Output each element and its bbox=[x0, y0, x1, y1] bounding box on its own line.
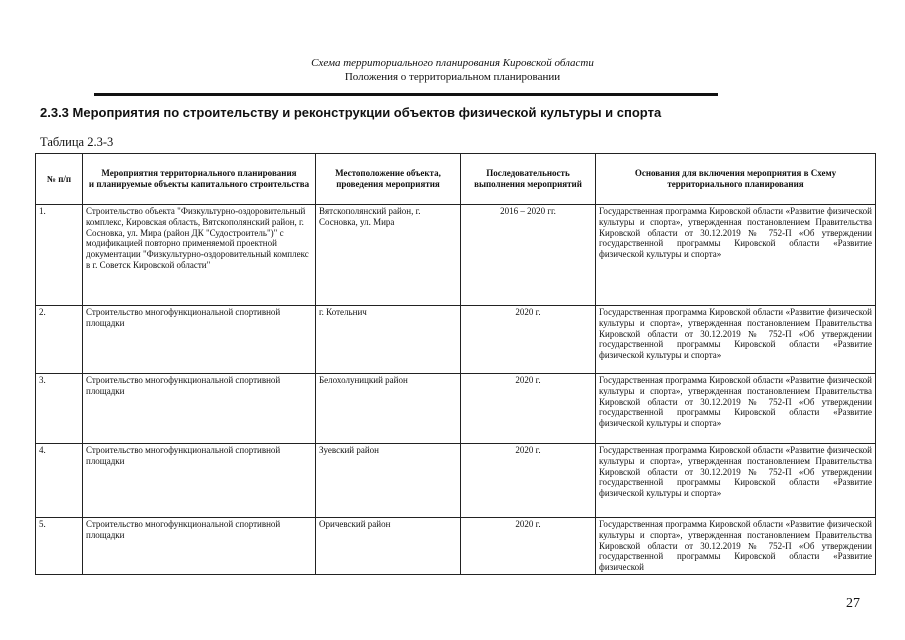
row-number: 3. bbox=[36, 374, 83, 444]
row-number: 2. bbox=[36, 306, 83, 374]
section-title: 2.3.3 Мероприятия по строительству и реконструкции объектов физической культуры и спорта bbox=[40, 105, 662, 120]
header-basis: Основания для включения мероприятия в Схему территориального планирования bbox=[596, 154, 876, 205]
row-sequence: 2020 г. bbox=[461, 306, 596, 374]
row-sequence: 2020 г. bbox=[461, 518, 596, 575]
row-number: 1. bbox=[36, 205, 83, 306]
row-location: Оричевский район bbox=[316, 518, 461, 575]
running-header bbox=[0, 56, 905, 84]
header-location: Местоположение объекта, проведения мероприятия bbox=[316, 154, 461, 205]
row-event: Строительство многофункциональной спортивной площадки bbox=[83, 444, 316, 518]
row-location: г. Котельнич bbox=[316, 306, 461, 374]
row-event: Строительство многофункциональной спортивной площадки bbox=[83, 374, 316, 444]
table-row bbox=[36, 306, 876, 374]
row-location: Вятскополянский район, г. Сосновка, ул. Мира bbox=[316, 205, 461, 306]
header-event: Мероприятия территориального планирования и планируемые объекты капитального строительства bbox=[83, 154, 316, 205]
row-basis: Государственная программа Кировской области «Развитие физической культуры и спорта», утвержденная постановлением Правительства Кировской области от 30.12.2019 № 752-П «Об утверждении государственной программы Кировской области «Развитие физической культуры и спорта» bbox=[596, 374, 876, 444]
row-basis: Государственная программа Кировской области «Развитие физической культуры и спорта», утвержденная постановлением Правительства Кировской области от 30.12.2019 № 752-П «Об утверждении государственной программы Кировской области «Развитие физической культуры и спорта» bbox=[596, 205, 876, 306]
events-table bbox=[35, 153, 876, 575]
table-header-row bbox=[36, 154, 876, 205]
running-header-subtitle: Положения о территориальном планировании bbox=[344, 71, 561, 83]
table-row bbox=[36, 518, 876, 575]
row-number: 5. bbox=[36, 518, 83, 575]
row-event: Строительство многофункциональной спортивной площадки bbox=[83, 306, 316, 374]
row-event: Строительство многофункциональной спортивной площадки bbox=[83, 518, 316, 575]
row-location: Белохолуницкий район bbox=[316, 374, 461, 444]
running-header-title: Схема территориального планирования Кировской области bbox=[311, 57, 594, 69]
header-rule bbox=[94, 93, 718, 96]
row-sequence: 2020 г. bbox=[461, 374, 596, 444]
header-sequence: Последовательность выполнения мероприятий bbox=[461, 154, 596, 205]
header-number: № п/п bbox=[36, 154, 83, 205]
row-basis: Государственная программа Кировской области «Развитие физической культуры и спорта», утвержденная постановлением Правительства Кировской области от 30.12.2019 № 752-П «Об утверждении государственной программы Кировской области «Развитие физической культуры и спорта» bbox=[596, 444, 876, 518]
row-basis: Государственная программа Кировской области «Развитие физической культуры и спорта», утвержденная постановлением Правительства Кировской области от 30.12.2019 № 752-П «Об утверждении государственной программы Кировской области «Развитие физической bbox=[596, 518, 876, 575]
row-basis: Государственная программа Кировской области «Развитие физической культуры и спорта», утвержденная постановлением Правительства Кировской области от 30.12.2019 № 752-П «Об утверждении государственной программы Кировской области «Развитие физической культуры и спорта» bbox=[596, 306, 876, 374]
row-sequence: 2020 г. bbox=[461, 444, 596, 518]
table-row bbox=[36, 444, 876, 518]
page-number: 27 bbox=[846, 596, 860, 611]
row-location: Зуевский район bbox=[316, 444, 461, 518]
table-row bbox=[36, 205, 876, 306]
row-sequence: 2016 – 2020 гг. bbox=[461, 205, 596, 306]
table-caption: Таблица 2.3-3 bbox=[40, 135, 114, 149]
row-event: Строительство объекта "Физкультурно-оздоровительный комплекс, Кировская область, Вятскополянский район, г. Сосновка, ул. Мира (район ДК "Судостроитель")" с модификацией повторно применяемой проектной документации "Физкультурно-оздоровительный комплекс в г. Советск Кировской области" bbox=[83, 205, 316, 306]
table-row bbox=[36, 374, 876, 444]
row-number: 4. bbox=[36, 444, 83, 518]
